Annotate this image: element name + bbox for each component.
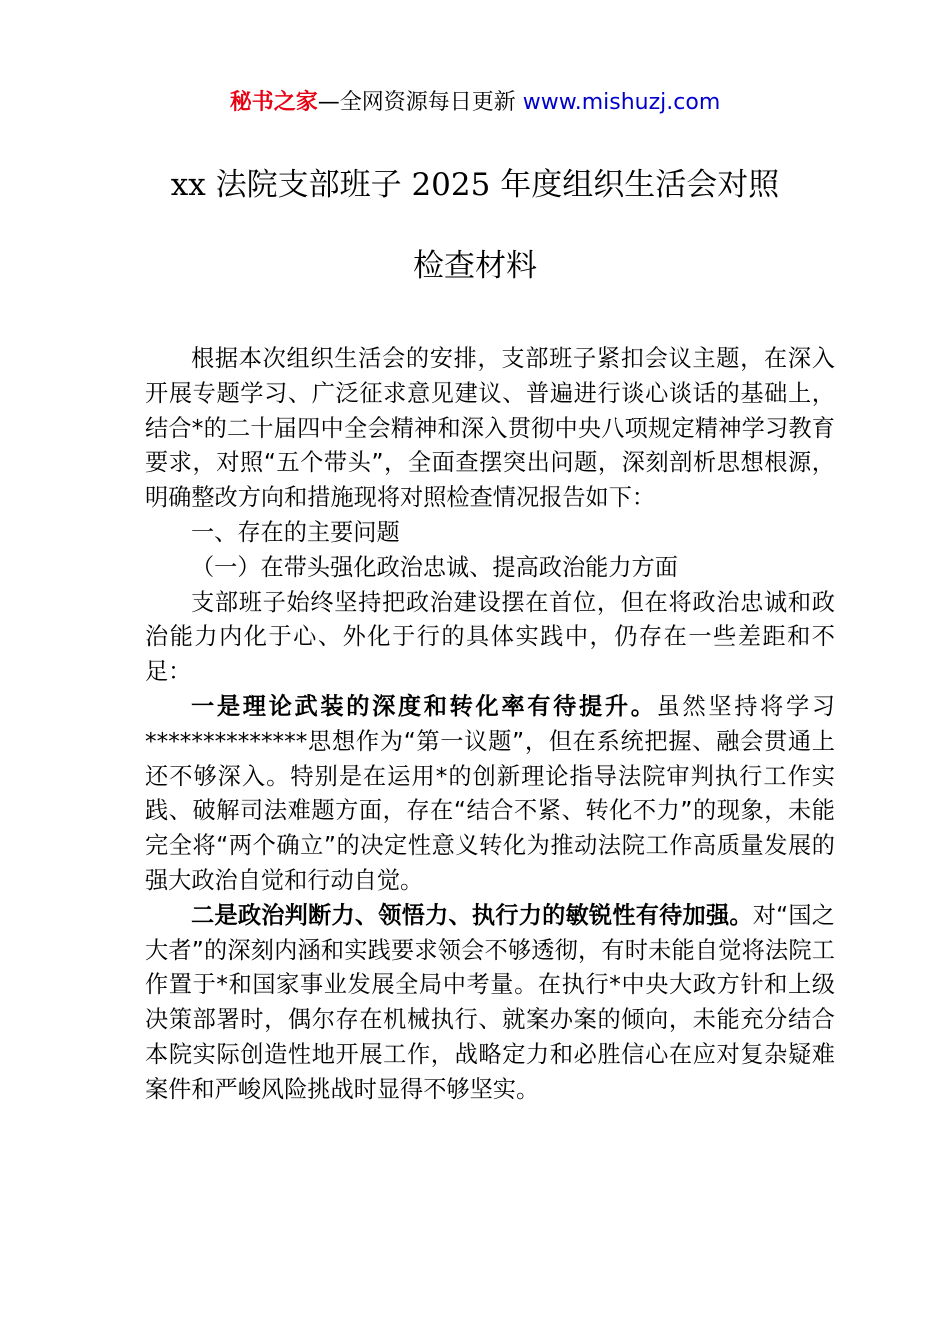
point-2-text: 对“国之大者”的深刻内涵和实践要求领会不够透彻，有时未能自觉将法院工作置于*和国家事业发展全局中考量。在执行*中央大政方针和上级决策部署时，偶尔存在机械执行、就案办案的倾向，未能充分结合本院实际创造性地开展工作，战略定力和必胜信心在应对复杂疑难案件和严峻风险挑战时显得不够坚实。 [145,901,835,1103]
intro-paragraph: 根据本次组织生活会的安排，支部班子紧扣会议主题，在深入开展专题学习、广泛征求意见建议、普遍进行谈心谈话的基础上，结合*的二十届四中全会精神和深入贯彻中央八项规定精神学习教育要求，对照“五个带头”，全面查摆突出问题，深刻剖析思想根源，明确整改方向和措施现将对照检查情况报告如下： [145,345,835,512]
point-1-text: 虽然坚持将学习**************思想作为“第一议题”，但在系统把握、融会贯通上还不够深入。特别是在运用*的创新理论指导法院审判执行工作实践、破解司法难题方面，存在“结合不紧、转化不力”的现象，未能完全将“两个确立”的决定性意义转化为推动法院工作高质量发展的强大政治自觉和行动自觉。 [145,692,835,894]
subsection-heading: （一）在带头强化政治忠诚、提高政治能力方面 [191,553,678,581]
brand-name: 秘书之家 [229,90,318,115]
subsection-intro-paragraph: 支部班子始终坚持把政治建设摆在首位，但在将政治忠诚和政治能力内化于心、外化于行的具体实践中，仍存在一些差距和不足： [145,588,835,686]
point-2-heading: 二是政治判断力、领悟力、执行力的敏锐性有待加强。 [191,901,753,929]
site-url-link[interactable]: www.mishuzj.com [522,90,721,115]
point-2-paragraph [145,899,835,1108]
site-header [0,88,950,118]
title-line-2: 检查材料 [413,248,537,284]
point-1-heading: 一是理论武装的深度和转化率有待提升。 [191,692,657,720]
header-tagline: —全网资源每日更新 [317,90,523,115]
document-body [145,342,835,1108]
point-1-paragraph [145,690,835,899]
section-heading: 一、存在的主要问题 [191,518,400,546]
document-title [100,160,850,291]
title-line-1: xx 法院支部班子 2025 年度组织生活会对照 [170,167,780,203]
